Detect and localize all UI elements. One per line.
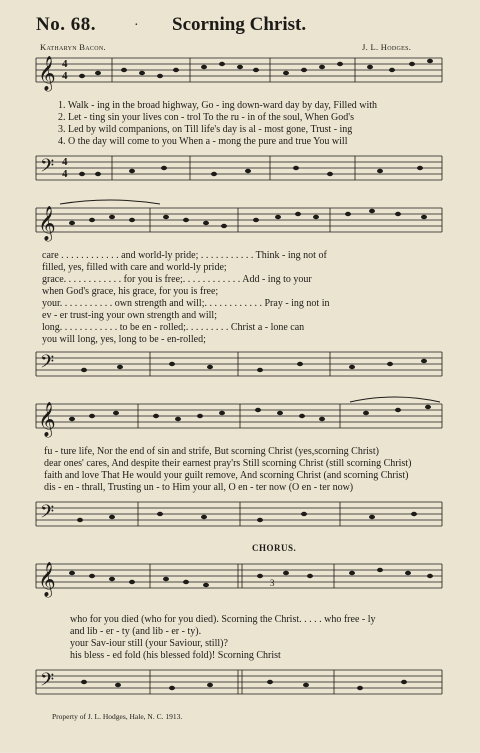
lyric-line: fu - ture life, Nor the end of sin and strife, But scorning Christ (yes,scorning Christ) (44, 446, 379, 457)
lyric-line: 4. O the day will come to you When a - mong the pure and true You will (58, 136, 348, 147)
svg-text:𝄢: 𝄢 (40, 351, 55, 376)
lyric-line: his bless - ed fold (his blessed fold)! Scorning Christ (70, 650, 281, 661)
bass-staff-system-4 (0, 662, 480, 704)
lyric-line: 1. Walk - ing in the broad highway, Go - ing down-ward day by day, Filled with (58, 100, 378, 111)
svg-text:𝄞: 𝄞 (38, 563, 56, 596)
lyric-line: your. . . . . . . . . . . own strength and will;. . . . . . . . . . . . Pray - ing not in (42, 298, 330, 309)
lyric-line: dis - en - thrall, Trusting un - to Him your all, O en - ter now (O en - ter now) (44, 482, 354, 493)
bass-staff-system-3 (0, 494, 480, 536)
svg-text:𝄞: 𝄞 (38, 403, 56, 436)
lyric-line: care . . . . . . . . . . . . and world-ly pride; . . . . . . . . . . . Think - ing not of (42, 250, 327, 261)
lyric-line: filled, yes, filled with care and world-ly pride; (42, 262, 227, 273)
copyright-footer: Property of J. L. Hodges, Hale, N. C. 1913. (52, 712, 183, 721)
svg-text:𝄢: 𝄢 (40, 501, 55, 526)
bass-staff-system-1 (0, 150, 480, 190)
bass-staff-system-2 (0, 344, 480, 386)
svg-text:4: 4 (62, 156, 68, 168)
treble-staff-system-3 (0, 392, 480, 446)
hymn-number: No. 68. (36, 14, 96, 35)
lyric-line: grace. . . . . . . . . . . . for you is free;. . . . . . . . . . . . Add - ing to your (42, 274, 312, 285)
lyric-line: ev - er trust-ing your own strength and will; (42, 310, 217, 321)
treble-staff-system-2 (0, 198, 480, 248)
lyric-line: and lib - er - ty (and lib - er - ty). (70, 626, 202, 637)
lyric-line: faith and love That He would your guilt remove, And scorning Christ (and scorning Christ) (44, 470, 409, 481)
chorus-label: CHORUS. (252, 543, 297, 553)
lyric-line: you will long, yes, long to be - en-rolled; (42, 334, 206, 345)
svg-text:𝄞: 𝄞 (38, 57, 56, 90)
svg-text:𝄢: 𝄢 (40, 155, 55, 180)
lyricist-credit: Katharyn Bacon. (40, 42, 106, 52)
svg-text:4: 4 (62, 58, 68, 70)
decorative-dot: · (134, 18, 139, 33)
composer-credit: J. L. Hodges. (362, 42, 412, 52)
treble-staff-system-1 (0, 52, 480, 102)
lyric-line: long. . . . . . . . . . . . to be en - rolled;. . . . . . . . . Christ a - lone can (42, 322, 305, 333)
svg-text:𝄢: 𝄢 (40, 669, 55, 694)
svg-text:4: 4 (62, 168, 68, 180)
svg-text:4: 4 (62, 70, 68, 82)
lyric-line: dear ones' cares, And despite their earnest pray'rs Still scorning Christ (still scorning Christ) (44, 458, 412, 469)
lyric-line: your Sav-iour still (your Saviour, still)? (70, 638, 228, 649)
lyric-line: who for you died (who for you died). Scorning the Christ. . . . . who free - ly (70, 614, 376, 625)
lyric-line: 2. Let - ting sin your lives con - trol To the ru - in of the soul, When God's (58, 112, 354, 123)
treble-staff-system-4 (0, 552, 480, 606)
svg-text:3: 3 (270, 578, 275, 588)
lyric-line: 3. Led by wild companions, on Till life's day is al - most gone, Trust - ing (58, 124, 353, 135)
svg-text:𝄞: 𝄞 (38, 207, 56, 240)
hymn-title: Scorning Christ. (172, 14, 307, 35)
lyric-line: when God's grace, his grace, for you is free; (42, 286, 219, 297)
